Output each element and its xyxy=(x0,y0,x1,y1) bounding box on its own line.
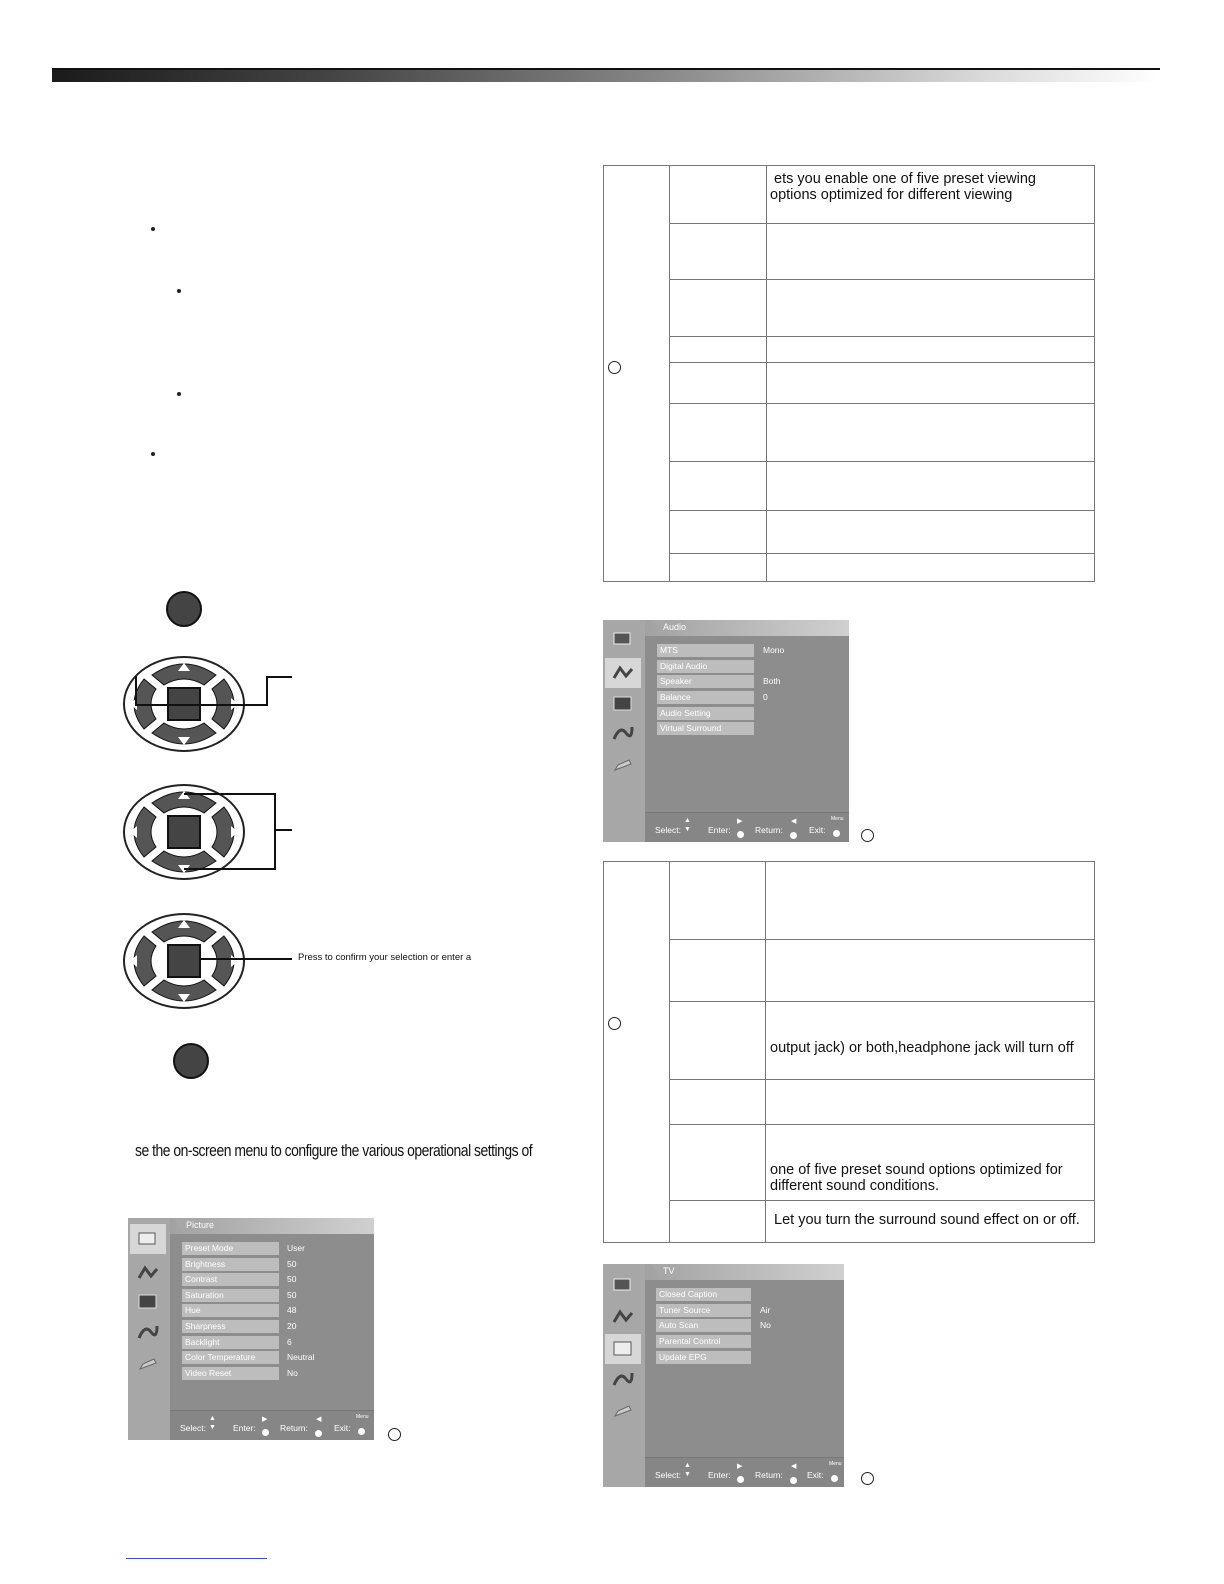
tv-icon xyxy=(612,1340,634,1358)
lock-icon xyxy=(137,1355,159,1373)
lock-icon xyxy=(612,1402,634,1420)
footer-link-underline[interactable] xyxy=(126,1558,267,1559)
left-arrow-icon: ◀ xyxy=(791,818,797,825)
table-cell: one of five preset sound options optimized for different sound conditions. xyxy=(770,1162,1063,1194)
header-rule xyxy=(52,68,1160,70)
setup-icon xyxy=(137,1322,159,1340)
left-arrow-icon: ◀ xyxy=(791,1463,797,1470)
menu-footer: Select: ▲ ▼ Enter: ▶ Return: ◀ Exit: Menu xyxy=(645,812,849,842)
tv-menu-screenshot: TV Closed Caption Tuner Source Air Auto Scan No Parental Control Update EPG Select: ▲ ▼ Enter: ▶ Return: ◀ Exit: Menu xyxy=(603,1264,844,1487)
menu-item-preset-mode[interactable]: Preset Mode xyxy=(182,1242,279,1255)
menu-item-update-epg[interactable]: Update EPG xyxy=(656,1351,751,1364)
down-arrow-icon: ▼ xyxy=(209,1424,216,1431)
menu-item-parental-control[interactable]: Parental Control xyxy=(656,1335,751,1348)
lock-icon xyxy=(612,756,634,774)
menu-title: TV xyxy=(663,1266,675,1276)
table-cell: Let you turn the surround sound effect on or off. xyxy=(770,1212,1080,1228)
down-arrow-icon: ▼ xyxy=(684,826,691,833)
bullet xyxy=(151,227,155,231)
callout-up-down xyxy=(184,793,276,870)
menu-item-color-temperature[interactable]: Color Temperature xyxy=(182,1351,279,1364)
menu-value: Mono xyxy=(763,645,785,655)
down-arrow-icon: ▼ xyxy=(684,1471,691,1478)
up-arrow-icon: ▲ xyxy=(209,1415,216,1422)
audio-icon xyxy=(137,1264,159,1282)
circle-marker-icon xyxy=(608,361,621,374)
tv-icon xyxy=(612,695,634,713)
callout-enter xyxy=(200,958,292,960)
menu-title: Audio xyxy=(663,622,687,632)
menu-item-digital-audio[interactable]: Digital Audio xyxy=(657,660,754,673)
enter-callout-text: Press to confirm your selection or enter a xyxy=(298,952,472,963)
bullet xyxy=(151,452,155,456)
right-arrow-icon: ▶ xyxy=(737,818,743,825)
menu-button-icon xyxy=(166,591,202,627)
menu-item-hue[interactable]: Hue xyxy=(182,1304,279,1317)
menu-footer: Select: ▲ ▼ Enter: ▶ Return: ◀ Exit: Menu xyxy=(645,1457,844,1487)
menu-footer: Select: ▲ ▼ Enter: ▶ Return: ◀ Exit: Menu xyxy=(170,1410,374,1440)
right-arrow-icon: ▶ xyxy=(262,1416,268,1423)
menu-item-contrast[interactable]: Contrast xyxy=(182,1273,279,1286)
table-divider xyxy=(766,166,767,581)
setup-icon xyxy=(612,723,634,741)
menu-item-closed-caption[interactable]: Closed Caption xyxy=(656,1288,751,1301)
audio-icon xyxy=(612,664,634,682)
menu-item-speaker[interactable]: Speaker xyxy=(657,675,754,688)
menu-item-auto-scan[interactable]: Auto Scan xyxy=(656,1319,751,1332)
callout-line xyxy=(268,676,292,678)
circle-marker-icon xyxy=(608,1017,621,1030)
audio-icon xyxy=(612,1308,634,1326)
menu-value: Both xyxy=(763,676,781,686)
menu-value: 0 xyxy=(763,692,768,702)
up-arrow-icon: ▲ xyxy=(684,1462,691,1469)
circle-marker-icon xyxy=(861,829,874,842)
menu-item-virtual-surround[interactable]: Virtual Surround xyxy=(657,722,754,735)
picture-icon xyxy=(612,630,634,648)
exit-button-icon xyxy=(173,1043,209,1079)
circle-marker-icon xyxy=(861,1472,874,1485)
bullet xyxy=(177,392,181,396)
picture-icon xyxy=(612,1276,634,1294)
menu-item-balance[interactable]: Balance xyxy=(657,691,754,704)
circle-marker-icon xyxy=(388,1428,401,1441)
menu-item-video-reset[interactable]: Video Reset xyxy=(182,1367,279,1380)
callout-line xyxy=(276,829,292,831)
audio-options-table xyxy=(603,861,1095,1243)
menu-item-brightness[interactable]: Brightness xyxy=(182,1258,279,1271)
table-cell: ets you enable one of five preset viewing options optimized for different viewing xyxy=(770,171,1036,203)
callout-left-right xyxy=(135,676,268,706)
setup-icon xyxy=(612,1369,634,1387)
tv-icon xyxy=(137,1293,159,1311)
left-arrow-icon: ◀ xyxy=(316,1416,322,1423)
header-gradient-bar xyxy=(52,68,1160,82)
menu-item-tuner-source[interactable]: Tuner Source xyxy=(656,1304,751,1317)
table-cell: output jack) or both,headphone jack will turn off xyxy=(770,1040,1074,1056)
picture-options-table xyxy=(603,165,1095,582)
picture-icon xyxy=(137,1230,159,1248)
up-arrow-icon: ▲ xyxy=(684,817,691,824)
menu-item-audio-setting[interactable]: Audio Setting xyxy=(657,707,754,720)
menu-item-mts[interactable]: MTS xyxy=(657,644,754,657)
audio-menu-screenshot xyxy=(603,620,849,842)
picture-menu-screenshot: Picture Preset Mode User Brightness 50 Contrast 50 Saturation 50 Hue 48 Sharpness 20 Backlight 6 Color Temperature Neutral Video Reset No Select: ▲ ▼ Enter: ▶ Return: ◀ Exit: Menu xyxy=(128,1218,374,1440)
menu-item-saturation[interactable]: Saturation xyxy=(182,1289,279,1302)
menu-title: Picture xyxy=(186,1220,215,1230)
bullet xyxy=(177,289,181,293)
dpad-enter-icon xyxy=(122,912,246,1010)
intro-text: se the on-screen menu to configure the various operational settings of xyxy=(135,1141,533,1160)
menu-item-sharpness[interactable]: Sharpness xyxy=(182,1320,279,1333)
menu-item-backlight[interactable]: Backlight xyxy=(182,1336,279,1349)
right-arrow-icon: ▶ xyxy=(737,1463,743,1470)
